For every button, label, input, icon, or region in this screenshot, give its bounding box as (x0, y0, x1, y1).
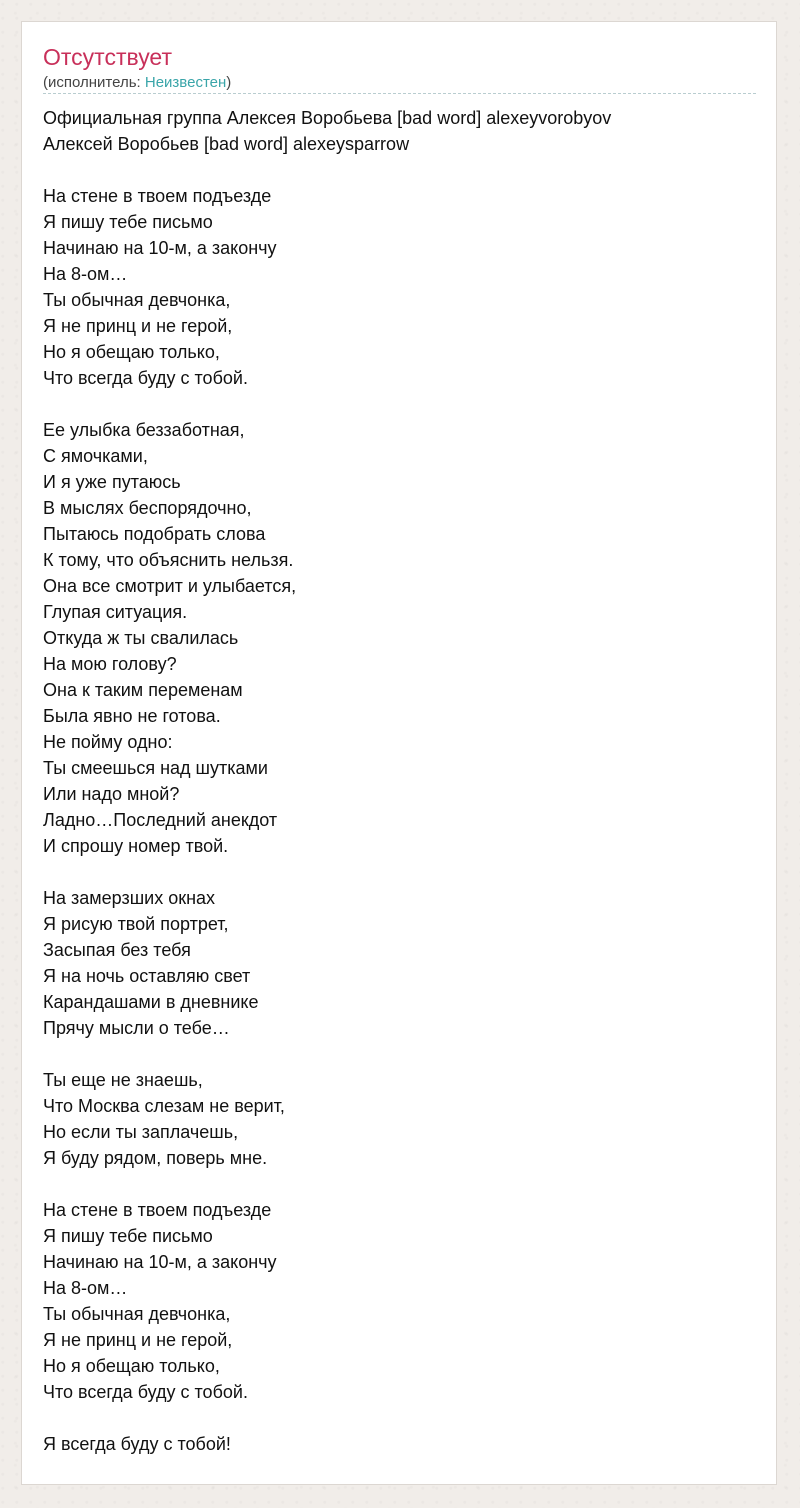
lyric-line: Ты обычная девчонка, (43, 290, 231, 310)
stanza-break (43, 1171, 757, 1197)
lyric-line: На 8-ом… (43, 1278, 128, 1298)
lyric-line: Я буду рядом, поверь мне. (43, 1148, 268, 1168)
artist-prefix: (исполнитель: (43, 74, 145, 91)
lyric-line: С ямочками, (43, 446, 148, 466)
lyric-line: На стене в твоем подъезде (43, 1200, 272, 1220)
lyric-line: Начинаю на 10-м, а закончу (43, 1252, 277, 1272)
stanza-break (43, 1041, 757, 1067)
lyric-line: Что всегда буду с тобой. (43, 368, 248, 388)
lyric-line: Я рисую твой портрет, (43, 914, 229, 934)
lyric-line: Она к таким переменам (43, 680, 243, 700)
lyric-line: Официальная группа Алексея Воробьева [bad word] alexeyvorobyov (43, 108, 612, 128)
lyric-line: Не пойму одно: (43, 732, 173, 752)
lyric-line: На мою голову? (43, 654, 177, 674)
artist-line (43, 73, 231, 93)
lyric-line: Ты еще не знаешь, (43, 1070, 203, 1090)
title-divider (43, 93, 756, 94)
song-title: Отсутствует (43, 44, 172, 70)
lyric-line: Что Москва слезам не верит, (43, 1096, 285, 1116)
lyrics-card (21, 21, 777, 1485)
lyric-line: Что всегда буду с тобой. (43, 1382, 248, 1402)
lyric-line: И спрошу номер твой. (43, 836, 229, 856)
stanza-break (43, 859, 757, 885)
lyrics-text (43, 105, 757, 1457)
lyric-line: Но я обещаю только, (43, 342, 220, 362)
lyric-line: На 8-ом… (43, 264, 128, 284)
lyric-line: Ее улыбка беззаботная, (43, 420, 245, 440)
lyric-line: Карандашами в дневнике (43, 992, 259, 1012)
lyric-line: Пытаюсь подобрать слова (43, 524, 266, 544)
lyric-line: Откуда ж ты свалилась (43, 628, 239, 648)
lyric-line: На стене в твоем подъезде (43, 186, 272, 206)
lyric-line: Ладно…Последний анекдот (43, 810, 278, 830)
lyric-line: И я уже путаюсь (43, 472, 181, 492)
lyric-line: Глупая ситуация. (43, 602, 188, 622)
lyric-line: Алексей Воробьев [bad word] alexeysparrow (43, 134, 410, 154)
lyric-line: Я не принц и не герой, (43, 1330, 233, 1350)
lyric-line: Была явно не готова. (43, 706, 221, 726)
lyric-line: Ты смеешься над шутками (43, 758, 268, 778)
stanza-break (43, 391, 757, 417)
lyric-line: Но если ты заплачешь, (43, 1122, 239, 1142)
lyric-line: Ты обычная девчонка, (43, 1304, 231, 1324)
lyric-line: Но я обещаю только, (43, 1356, 220, 1376)
stanza-break (43, 157, 757, 183)
lyric-line: На замерзших окнах (43, 888, 216, 908)
lyric-line: Начинаю на 10-м, а закончу (43, 238, 277, 258)
lyric-line: Или надо мной? (43, 784, 180, 804)
lyric-line: Я на ночь оставляю свет (43, 966, 251, 986)
lyric-line: Я пишу тебе письмо (43, 1226, 213, 1246)
lyric-line: В мыслях беспорядочно, (43, 498, 252, 518)
artist-link[interactable]: Неизвестен (144, 74, 227, 91)
lyric-line: Я не принц и не герой, (43, 316, 233, 336)
lyric-line: Она все смотрит и улыбается, (43, 576, 297, 596)
lyric-line: Засыпая без тебя (43, 940, 191, 960)
stanza-break (43, 1405, 757, 1431)
lyric-line: Я пишу тебе письмо (43, 212, 213, 232)
lyric-line: Я всегда буду с тобой! (43, 1434, 231, 1454)
lyric-line: Прячу мысли о тебе… (43, 1018, 230, 1038)
lyric-line: К тому, что объяснить нельзя. (43, 550, 294, 570)
artist-suffix: ) (226, 74, 232, 91)
